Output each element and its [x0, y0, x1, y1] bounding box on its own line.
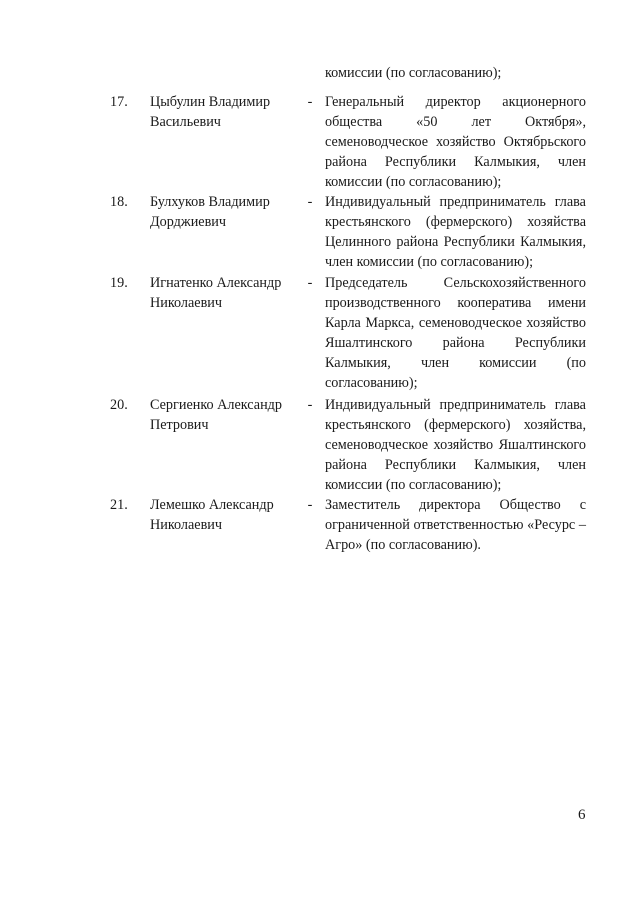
description-line: крестьянского (фермерского) хозяйства: [325, 214, 586, 230]
description-line: комиссии (по согласованию);: [325, 477, 502, 493]
entry-dash: -: [307, 94, 313, 110]
description-line: Яшалтинского района Республики: [325, 335, 586, 351]
entry-description: [325, 273, 586, 393]
entry-description: [325, 92, 586, 192]
description-line: согласованию);: [325, 375, 418, 391]
entry-surname-line: Цыбулин Владимир: [150, 94, 271, 110]
description-line: крестьянского (фермерского) хозяйства,: [325, 417, 586, 433]
description-line: Генеральный директор акционерного: [325, 94, 586, 110]
entry-dash: -: [307, 497, 313, 513]
entry-surname-line: Сергиенко Александр: [150, 397, 282, 413]
entry-number: 19.: [110, 275, 128, 291]
description-line: Карла Маркса, семеноводческое хозяйство: [325, 315, 586, 331]
description-line: Председатель Сельскохозяйственного: [325, 275, 586, 291]
entry-patronymic-line: Петрович: [150, 417, 209, 433]
entry-name: [150, 495, 300, 535]
entry-dash: -: [307, 194, 313, 210]
entry-dash: -: [307, 275, 313, 291]
entry-surname-line: Булхуков Владимир: [150, 194, 270, 210]
description-line: района Республики Калмыкия, член: [325, 154, 586, 170]
entry-patronymic-line: Николаевич: [150, 517, 223, 533]
entry-number: 20.: [110, 397, 128, 413]
entry-number: 18.: [110, 194, 128, 210]
continuation-text: комиссии (по согласованию);: [325, 65, 502, 81]
entry-surname-line: Игнатенко Александр: [150, 275, 282, 291]
entry-patronymic-line: Дорджиевич: [150, 214, 227, 230]
description-line: общества «50 лет Октября»,: [325, 114, 586, 130]
entry-patronymic-line: Николаевич: [150, 295, 223, 311]
description-line: Индивидуальный предприниматель глава: [325, 194, 586, 210]
entry-number: 21.: [110, 497, 128, 513]
entry-description: [325, 495, 586, 555]
description-line: ограниченной ответственностью «Ресурс –: [325, 517, 586, 533]
description-line: района Республики Калмыкия, член: [325, 457, 586, 473]
entry-dash: -: [307, 397, 313, 413]
entry-description: [325, 395, 586, 495]
description-line: производственного кооператива имени: [325, 295, 586, 311]
entry-patronymic-line: Васильевич: [150, 114, 221, 130]
description-line: комиссии (по согласованию);: [325, 174, 502, 190]
description-line: семеноводческое хозяйство Октябрьского: [325, 134, 586, 150]
entry-description: [325, 192, 586, 272]
entry-name: [150, 92, 300, 132]
description-line: Агро» (по согласованию).: [325, 537, 481, 553]
description-line: Целинного района Республики Калмыкия,: [325, 234, 586, 250]
description-line: семеноводческое хозяйство Яшалтинского: [325, 437, 586, 453]
entry-name: [150, 273, 300, 313]
description-line: член комиссии (по согласованию);: [325, 254, 534, 270]
description-line: Заместитель директора Общество с: [325, 497, 586, 513]
description-line: Индивидуальный предприниматель глава: [325, 397, 586, 413]
entry-number: 17.: [110, 94, 128, 110]
description-line: Калмыкия, член комиссии (по: [325, 355, 586, 371]
page-number: 6: [578, 807, 586, 823]
entry-name: [150, 192, 300, 232]
entry-surname-line: Лемешко Александр: [150, 497, 274, 513]
entry-name: [150, 395, 300, 435]
